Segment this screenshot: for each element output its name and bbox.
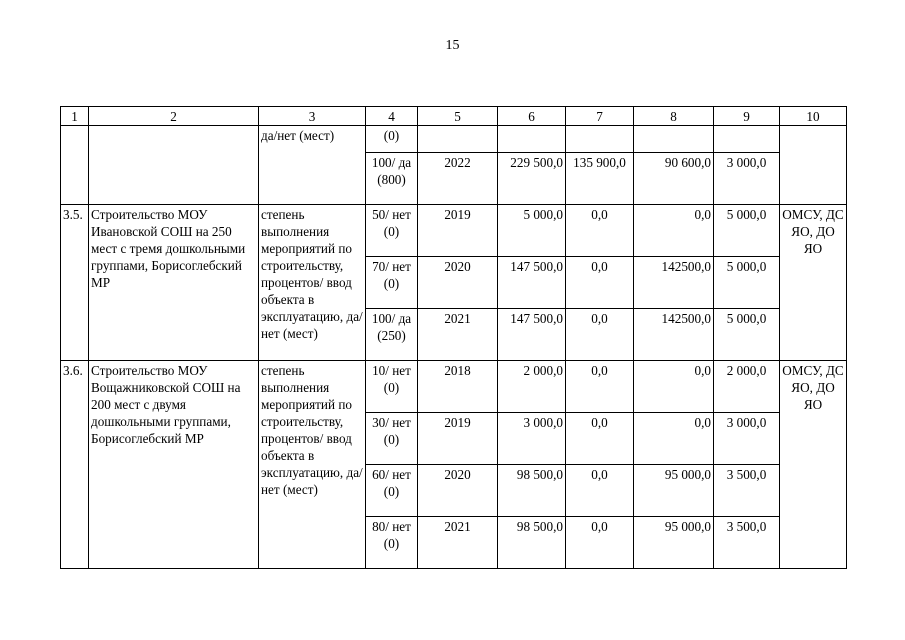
- value-cell: 0,0: [566, 205, 634, 257]
- criterion-cell: степень выполнения мероприятий по строительству, процентов/ ввод объекта в эксплуатацию, да/нет (мест): [259, 205, 366, 361]
- value-cell: 229 500,0: [498, 153, 566, 205]
- value-cell: 0,0: [566, 257, 634, 309]
- value-cell: 5 000,0: [714, 309, 780, 361]
- criterion-cell: да/нет (мест): [259, 126, 366, 205]
- year-cell: 2021: [418, 309, 498, 361]
- header-cell: 7: [566, 107, 634, 126]
- value-cell: 2 000,0: [498, 361, 566, 413]
- num-cell: 3.5.: [61, 205, 89, 361]
- executor-cell: ОМСУ, ДС ЯО, ДО ЯО: [780, 361, 847, 569]
- target-cell: 100/ да (250): [366, 309, 418, 361]
- value-cell: 0,0: [634, 205, 714, 257]
- value-cell: 0,0: [566, 413, 634, 465]
- value-cell: 135 900,0: [566, 153, 634, 205]
- value-cell: 0,0: [566, 309, 634, 361]
- value-cell: 147 500,0: [498, 257, 566, 309]
- value-cell: 5 000,0: [714, 257, 780, 309]
- year-cell: [418, 126, 498, 153]
- value-cell: 142500,0: [634, 309, 714, 361]
- value-cell: 95 000,0: [634, 517, 714, 569]
- target-cell: 10/ нет (0): [366, 361, 418, 413]
- page-number: 15: [445, 38, 460, 53]
- header-cell: 10: [780, 107, 847, 126]
- num-cell: [61, 126, 89, 205]
- value-cell: 2 000,0: [714, 361, 780, 413]
- value-cell: [634, 126, 714, 153]
- value-cell: 3 000,0: [498, 413, 566, 465]
- value-cell: 142500,0: [634, 257, 714, 309]
- value-cell: 0,0: [566, 465, 634, 517]
- value-cell: 5 000,0: [714, 205, 780, 257]
- value-cell: 3 000,0: [714, 413, 780, 465]
- value-cell: 98 500,0: [498, 465, 566, 517]
- target-cell: 30/ нет (0): [366, 413, 418, 465]
- value-cell: 3 000,0: [714, 153, 780, 205]
- value-cell: 0,0: [566, 517, 634, 569]
- value-cell: 0,0: [634, 413, 714, 465]
- value-cell: 0,0: [634, 361, 714, 413]
- header-cell: 2: [89, 107, 259, 126]
- target-cell: 70/ нет (0): [366, 257, 418, 309]
- year-cell: 2020: [418, 465, 498, 517]
- value-cell: [566, 126, 634, 153]
- value-cell: 147 500,0: [498, 309, 566, 361]
- value-cell: 95 000,0: [634, 465, 714, 517]
- table-header-row: [61, 107, 847, 126]
- executor-cell: ОМСУ, ДС ЯО, ДО ЯО: [780, 205, 847, 361]
- target-cell: (0): [366, 126, 418, 153]
- header-cell: 4: [366, 107, 418, 126]
- program-table: [60, 106, 847, 569]
- target-cell: 60/ нет (0): [366, 465, 418, 517]
- table-row: [61, 205, 847, 257]
- header-cell: 3: [259, 107, 366, 126]
- header-cell: 6: [498, 107, 566, 126]
- value-cell: 3 500,0: [714, 465, 780, 517]
- table-row: [61, 126, 847, 153]
- table-row: [61, 361, 847, 413]
- year-cell: 2021: [418, 517, 498, 569]
- header-cell: 1: [61, 107, 89, 126]
- target-cell: 100/ да (800): [366, 153, 418, 205]
- value-cell: [498, 126, 566, 153]
- year-cell: 2019: [418, 205, 498, 257]
- value-cell: 5 000,0: [498, 205, 566, 257]
- value-cell: 3 500,0: [714, 517, 780, 569]
- year-cell: 2022: [418, 153, 498, 205]
- value-cell: [714, 126, 780, 153]
- name-cell: Строительство МОУ Ивановской СОШ на 250 мест с тремя дошкольными группами, Борисоглебский МР: [89, 205, 259, 361]
- target-cell: 50/ нет (0): [366, 205, 418, 257]
- name-cell: Строительство МОУ Вощажниковской СОШ на 200 мест с двумя дошкольными группами, Борисоглебский МР: [89, 361, 259, 569]
- target-cell: 80/ нет (0): [366, 517, 418, 569]
- value-cell: 90 600,0: [634, 153, 714, 205]
- value-cell: 98 500,0: [498, 517, 566, 569]
- executor-cell: [780, 126, 847, 205]
- header-cell: 9: [714, 107, 780, 126]
- name-cell: [89, 126, 259, 205]
- criterion-cell: степень выполнения мероприятий по строительству, процентов/ ввод объекта в эксплуатацию, да/нет (мест): [259, 361, 366, 569]
- header-cell: 5: [418, 107, 498, 126]
- num-cell: 3.6.: [61, 361, 89, 569]
- year-cell: 2020: [418, 257, 498, 309]
- header-cell: 8: [634, 107, 714, 126]
- year-cell: 2018: [418, 361, 498, 413]
- value-cell: 0,0: [566, 361, 634, 413]
- year-cell: 2019: [418, 413, 498, 465]
